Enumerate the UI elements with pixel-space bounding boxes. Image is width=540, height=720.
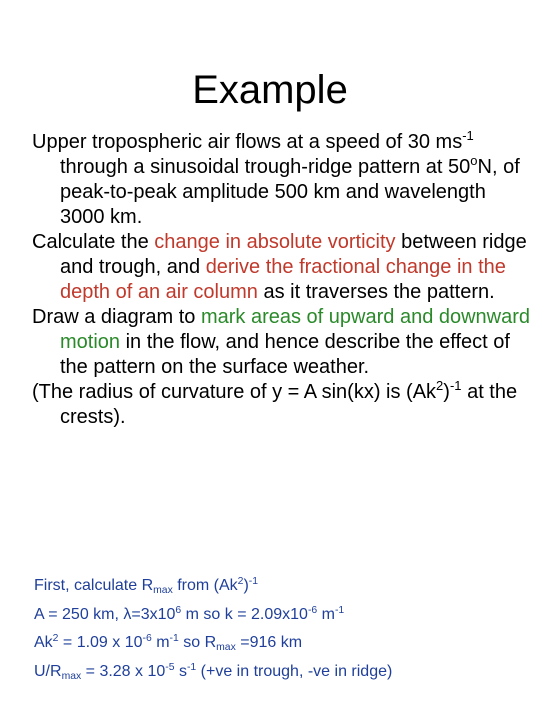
paragraph-calculate: Calculate the change in absolute vorticity between ridge and trough, and derive the fractional change in the depth of an air column as it traverses the pattern. [32, 231, 527, 303]
paragraph-diagram: Draw a diagram to mark areas of upward and downward motion in the flow, and hence describe the effect of the pattern on the surface weather. [32, 306, 531, 378]
solution-line-4: $U/R_{max} = 3.28$ x $10^{-5}$ $s^{-1}$ (+ve in trough, -ve in ridge) [34, 661, 393, 682]
paragraph-flow-description: Upper tropospheric air flows at a speed of 30 $ms^{-1}$ through a sinusoidal trough-ridge pattern at 50$^o$N, of peak-to-peak amplitude 500 km and wavelength 3000 km. [32, 128, 520, 228]
slide-title: Example [192, 68, 348, 112]
paragraph-radius-note: (The radius of curvature of y = A sin(kx) is $(Ak^2)^{-1}$ at the crests). [32, 378, 518, 428]
solution-line-1: First, calculate $R_{max}$ from $(Ak^2)^{-1}$ [34, 575, 259, 597]
highlight-vorticity: change in absolute vorticity [154, 231, 396, 253]
solution-steps [34, 572, 534, 686]
problem-statement [32, 130, 532, 430]
highlight-fractional-change: derive the fractional change in the depth of an air column [60, 256, 506, 303]
highlight-motion: mark areas of upward and downward motion [60, 306, 531, 353]
solution-line-2: A = 250 km, $\lambda=3x10^6$ m so $k = 2.09x10^{-6}$ $m^{-1}$ [34, 604, 345, 623]
solution-line-3: $Ak^2 = 1.09$ x $10^{-6}$ $m^{-1}$ so $R_{max} =916$ km [34, 632, 303, 654]
